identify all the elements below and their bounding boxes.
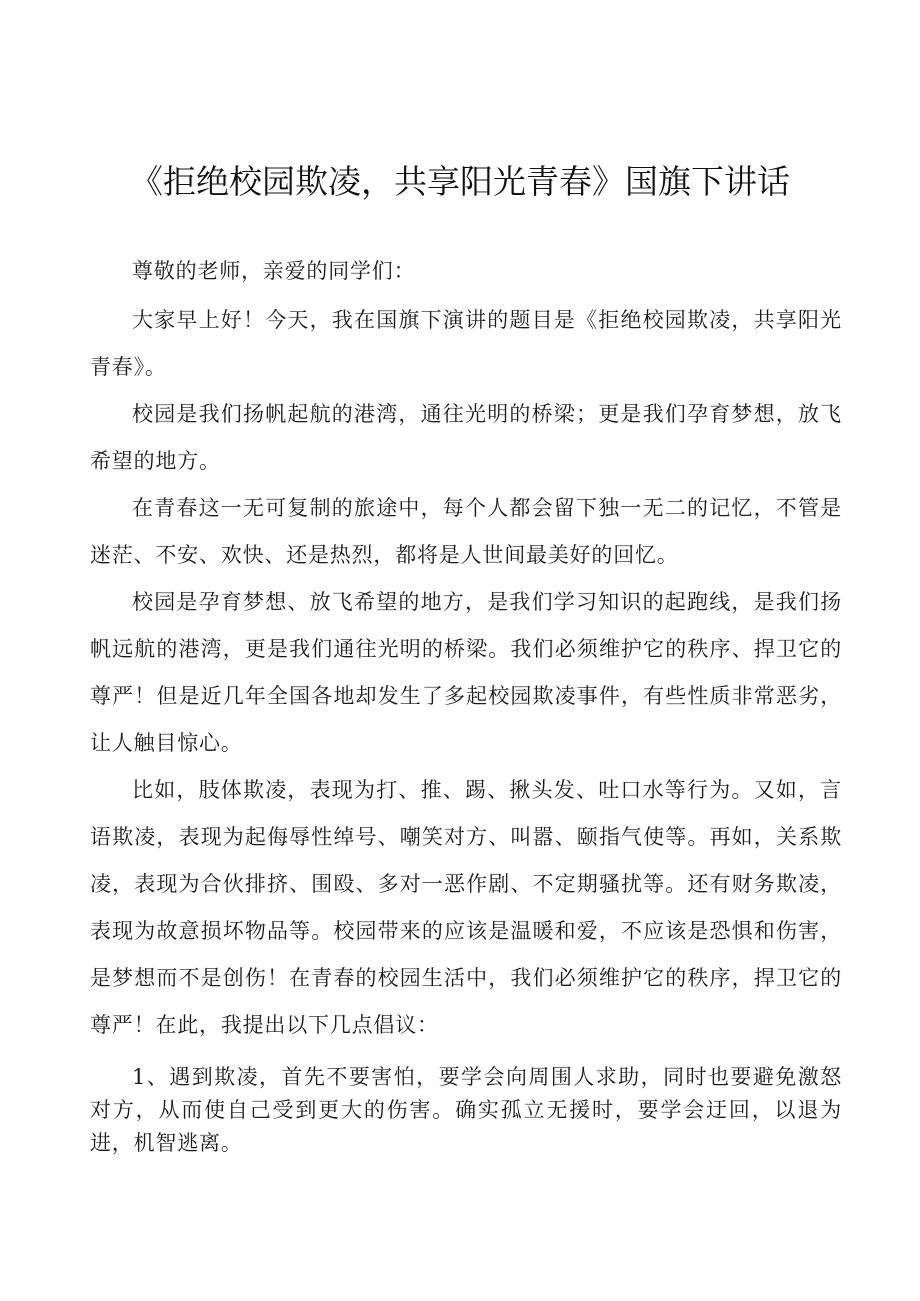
paragraph-bullying-types: 比如，肢体欺凌，表现为打、推、踢、揪头发、吐口水等行为。又如，言语欺凌，表现为起侮辱性绰号、嘲笑对方、叫嚣、颐指气使等。再如，关系欺凌，表现为合伙排挤、围殴、多对一恶作剧、不定期骚扰等。还有财务欺凌，表现为故意损坏物品等。校园带来的应该是温暖和爱，不应该是恐惧和伤害，是梦想而不是创伤！在青春的校园生活中，我们必须维护它的秩序，捍卫它的尊严！在此，我提出以下几点倡议：	[90, 778, 842, 1037]
paragraph-opening: 大家早上好！今天，我在国旗下演讲的题目是《拒绝校园欺凌，共享阳光青春》。	[90, 308, 842, 379]
paragraph-youth-memory: 在青春这一无可复制的旅途中，每个人都会留下独一无二的记忆，不管是迷茫、不安、欢快、还是热烈，都将是人世间最美好的回忆。	[90, 496, 842, 567]
paragraph-greeting: 尊敬的老师，亲爱的同学们：	[132, 259, 416, 283]
paragraph-bullying-events: 校园是孕育梦想、放飞希望的地方，是我们学习知识的起跑线，是我们扬帆远航的港湾，更是我们通往光明的桥梁。我们必须维护它的秩序、捍卫它的尊严！但是近几年全国各地却发生了多起校园欺凌事件，有些性质非常恶劣，让人触目惊心。	[90, 590, 842, 755]
paragraph-campus-harbor: 校园是我们扬帆起航的港湾，通往光明的桥梁；更是我们孕育梦想，放飞希望的地方。	[90, 402, 842, 473]
paragraph-proposal-1: 1、遇到欺凌，首先不要害怕，要学会向周围人求助，同时也要避免激怒对方，从而使自己受到更大的伤害。确实孤立无援时，要学会迂回，以退为进，机智逃离。	[90, 1065, 842, 1155]
document-body	[90, 248, 842, 1160]
document-title: 《拒绝校园欺凌，共享阳光青春》国旗下讲话	[130, 162, 790, 201]
